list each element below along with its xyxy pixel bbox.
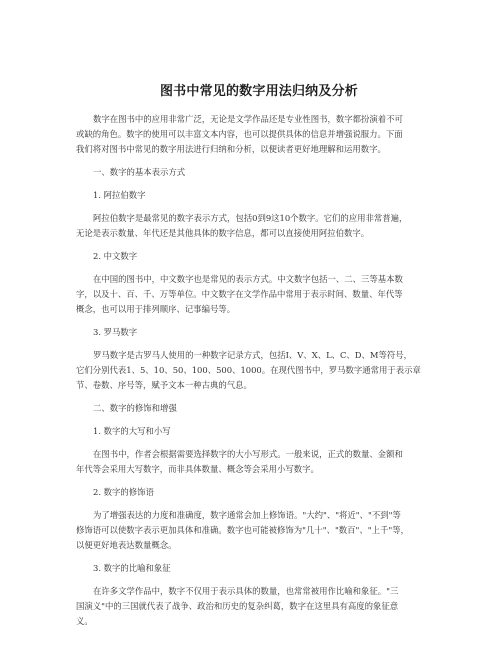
section-heading: 二、数字的修饰和增强 <box>93 403 177 413</box>
body-paragraph <box>76 272 440 317</box>
paragraph-line: 以便更好地表达数量概念。 <box>76 540 177 550</box>
paragraph-line: 它们分别代表1、5、10、50、100、500、1000。在现代图书中，罗马数字通常用于表示章 <box>76 365 421 375</box>
paragraph-line: 在许多文学作品中，数字不仅用于表示具体的数量，也常常被用作比喻和象征。"三 <box>93 586 399 596</box>
paragraph-line: 或缺的角色。数字的使用可以丰富文本内容，也可以提供具体的信息并增强说服力。下面 <box>76 129 403 139</box>
paragraph-line: 为了增强表达的力度和准确度，数字通常会加上修饰语。"大约"、"将近"、"不到"等 <box>93 510 401 520</box>
paragraph-line: 无论是表示数量、年代还是其他具体的数字信息，都可以直接使用阿拉伯数字。 <box>76 228 370 238</box>
paragraph-line: 节、卷数、序号等，赋予文本一种古典的气息。 <box>76 380 252 390</box>
paragraph-line: 我们将对图书中常见的数字用法进行归纳和分析，以便读者更好地理解和运用数字。 <box>76 144 386 154</box>
document-title: 图书中常见的数字用法归纳及分析 <box>159 84 358 99</box>
paragraph-line: 在图书中，作者会根据需要选择数字的大小写形式。一般来说，正式的数量、金额和 <box>93 449 403 459</box>
paragraph-line: 在中国的图书中，中文数字也是常见的表示方式。中文数字包括一、二、三等基本数 <box>93 274 403 284</box>
paragraph-line: 修饰语可以使数字表示更加具体和准确。数字也可能被修饰为"几十"、"数百"、"上千"等， <box>76 525 409 535</box>
subsection-heading: 3. 罗马数字 <box>93 327 138 337</box>
body-paragraph <box>76 447 440 477</box>
paragraph-line: 罗马数字是古罗马人使用的一种数字记录方式，包括I、V、X、L、C、D、M等符号， <box>93 350 412 360</box>
subsection-heading: 2. 数字的修饰语 <box>93 487 154 497</box>
paragraph-line: 阿拉伯数字是最常见的数字表示方式，包括0到9这10个数字。它们的应用非常普遍， <box>93 213 408 223</box>
paragraph-line: 国演义"中的三国就代表了战争、政治和历史的复杂纠葛，数字在这里具有高度的象征意 <box>76 601 399 611</box>
section-heading: 一、数字的基本表示方式 <box>93 167 186 177</box>
paragraph-line: 概念，也可以用于排列顺序、记事编号等。 <box>76 304 236 314</box>
intro-paragraph <box>76 112 440 157</box>
paragraph-line: 年代等会采用大写数字，而非具体数量、概念等会采用小写数字。 <box>76 464 319 474</box>
subsection-heading: 2. 中文数字 <box>93 251 138 261</box>
paragraph-line: 数字在图书中的应用非常广泛，无论是文学作品还是专业性图书，数字都扮演着不可 <box>93 114 403 124</box>
subsection-heading: 1. 阿拉伯数字 <box>93 190 146 200</box>
subsection-heading: 1. 数字的大写和小写 <box>93 426 171 436</box>
paragraph-line: 字，以及十、百、千、万等单位。中文数字在文学作品中常用于表示时间、数量、年代等 <box>76 289 403 299</box>
body-paragraph <box>76 508 440 553</box>
body-paragraph <box>76 584 440 629</box>
subsection-heading: 3. 数字的比喻和象征 <box>93 563 171 573</box>
body-paragraph <box>76 211 440 241</box>
paragraph-line: 义。 <box>76 616 93 626</box>
body-paragraph <box>76 348 440 393</box>
